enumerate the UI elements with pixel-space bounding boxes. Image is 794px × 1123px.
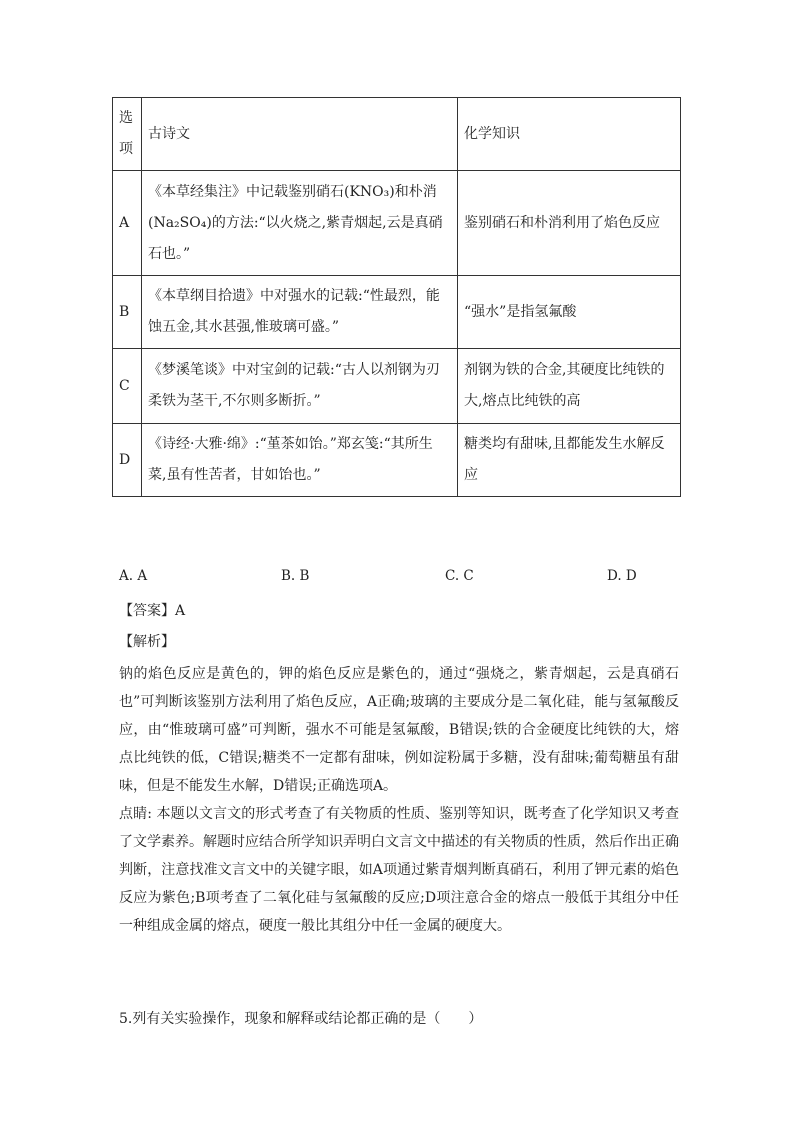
header-poem: 古诗文 <box>142 98 458 171</box>
choice-a: A. A <box>119 568 148 584</box>
row-option-label: D <box>113 424 142 497</box>
answer-choices <box>119 568 679 590</box>
choice-b: B. B <box>281 568 310 584</box>
row-poem-text: 《梦溪笔谈》中对宝剑的记载:“古人以剂钢为刃柔铁为茎干,不尔则多断折。” <box>142 349 458 424</box>
row-poem-text: 《本草纲目拾遗》中对强水的记载:“性最烈，能蚀五金,其水甚强,惟玻璃可盛。” <box>142 276 458 349</box>
choice-d: D. D <box>607 568 637 584</box>
analysis-body <box>119 660 679 940</box>
row-poem-text: 《本草经集注》中记载鉴别硝石(KNO₃)和朴消(Na₂SO₄)的方法:“以火烧之,紫青烟起,云是真硝石也。” <box>142 171 458 276</box>
row-option-label: A <box>113 171 142 276</box>
row-chem-text: 糖类均有甜味,且都能发生水解反应 <box>458 424 681 497</box>
row-chem-text: 剂钢为铁的合金,其硬度比纯铁的大,熔点比纯铁的高 <box>458 349 681 424</box>
analysis-heading: 【解析】 <box>119 634 175 650</box>
header-option: 选项 <box>113 98 142 171</box>
row-chem-text: 鉴别硝石和朴消利用了焰色反应 <box>458 171 681 276</box>
table-header-row <box>113 98 681 171</box>
analysis-comment: 点睛: 本题以文言文的形式考查了有关物质的性质、鉴别等知识，既考查了化学知识又考查了文学素养。解题时应结合所学知识弄明白文言文中描述的有关物质的性质，然后作出正确判断，注意找准文言文中的关键字眼，如A项通过紫青烟判断真硝石，利用了钾元素的焰色反应为紫色;B项考查了二氧化硅与氢氟酸的反应;D项注意合金的熔点一般低于其组分中任一种组成金属的熔点，硬度一般比其组分中任一金属的硬度大。 <box>119 806 679 934</box>
analysis-text: 钠的焰色反应是黄色的，钾的焰色反应是紫色的，通过“强烧之，紫青烟起，云是真硝石也”可判断该鉴别方法利用了焰色反应，A正确;玻璃的主要成分是二氧化硅，能与氢氟酸反应，由“惟玻璃可盛”可判断，强水不可能是氢氟酸，B错误;铁的合金硬度比纯铁的大，熔点比纯铁的低，C错误;糖类不一定都有甜味，例如淀粉属于多糖，没有甜味;葡萄糖虽有甜味，但是不能发生水解，D错误;正确选项A。 <box>119 666 679 794</box>
table-row <box>113 424 681 497</box>
answer-line <box>119 600 679 622</box>
answer-value: A <box>175 603 186 619</box>
question-options-table <box>112 97 681 497</box>
table-row <box>113 171 681 276</box>
header-chem: 化学知识 <box>458 98 681 171</box>
answer-label: 【答案】 <box>119 603 175 619</box>
table-row <box>113 349 681 424</box>
row-poem-text: 《诗经·大雅·绵》:“堇茶如饴。”郑玄笺:“其所生菜,虽有性苦者，甘如饴也。” <box>142 424 458 497</box>
table-row <box>113 276 681 349</box>
row-chem-text: “强水”是指氢氟酸 <box>458 276 681 349</box>
choice-c: C. C <box>445 568 474 584</box>
row-option-label: B <box>113 276 142 349</box>
next-question: 5.列有关实验操作，现象和解释或结论都正确的是（ ） <box>119 1011 483 1027</box>
row-option-label: C <box>113 349 142 424</box>
